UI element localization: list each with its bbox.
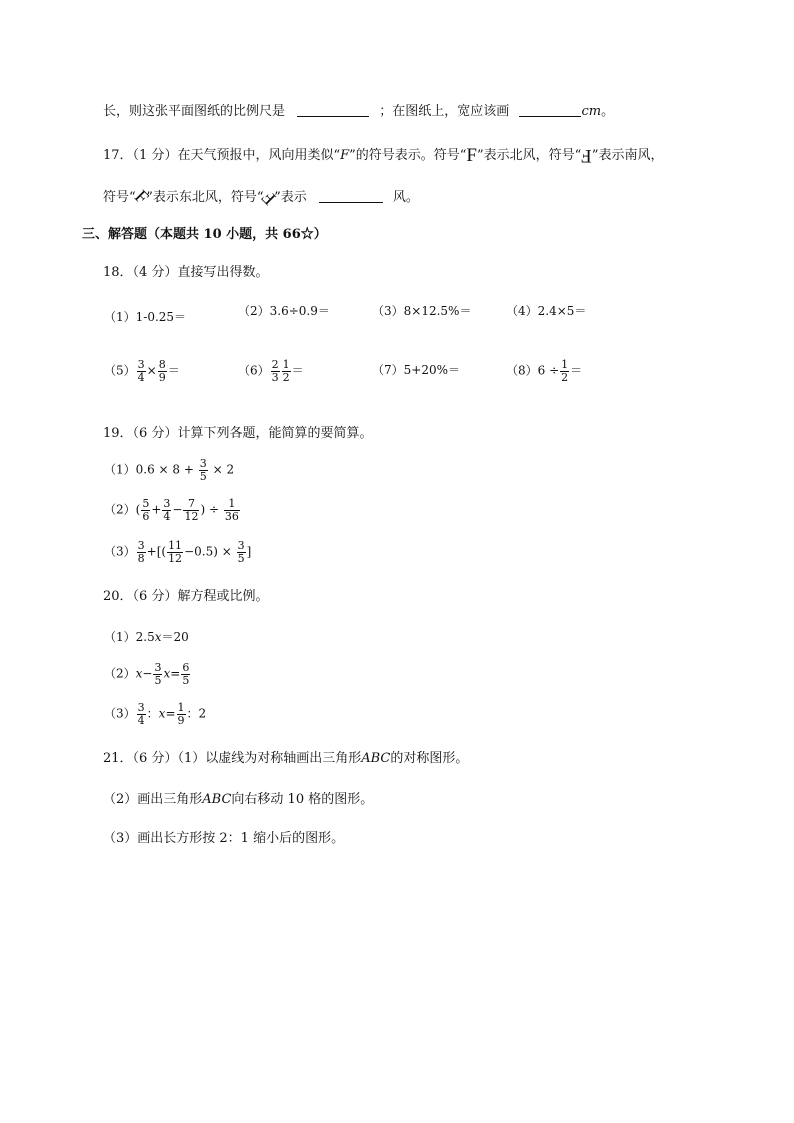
denominator: 3 (271, 370, 279, 384)
denominator: 2 (282, 370, 290, 384)
denominator: 12 (184, 509, 199, 523)
denominator: 5 (199, 469, 207, 483)
q21-line-2 (103, 793, 373, 806)
denominator: 4 (137, 370, 145, 384)
triangle-label: ABC (361, 751, 391, 766)
expression-text: ＝20 (161, 630, 189, 644)
q21-text-1a: 21．（6 分）（1）以虚线为对称轴画出三角形 (103, 751, 362, 766)
fraction (271, 359, 280, 383)
fraction (137, 359, 146, 383)
numerator: 1 (224, 498, 240, 511)
fraction (167, 540, 183, 564)
numerator: 7 (183, 498, 199, 511)
q18-item-6-label: （6） (238, 363, 270, 378)
q17-line-2 (103, 188, 419, 207)
q18-item-1: （1）1-0.25＝ (104, 310, 187, 324)
q20-part-3 (104, 702, 206, 726)
q20-part-1-label: （1）2.5 (104, 630, 155, 644)
numerator: 3 (163, 497, 171, 510)
q21-line-3: （3）画出长方形按 2：1 缩小后的图形。 (103, 831, 345, 846)
q19-part-1 (104, 458, 234, 482)
denominator: 12 (168, 551, 183, 565)
northeast-wind-symbol: F (129, 186, 153, 209)
q18-item-6 (238, 359, 304, 383)
q18-item-4: （4）2.4×5＝ (506, 304, 587, 318)
q19-stem: 19．（6 分）计算下列各题，能简算的要简算。 (103, 426, 373, 441)
equals: = (165, 706, 176, 721)
fraction (153, 662, 162, 686)
numerator: 3 (137, 539, 145, 552)
operator: − (142, 666, 153, 681)
equals: ＝ (291, 363, 304, 378)
numerator: 5 (142, 497, 150, 510)
q16-line (103, 104, 614, 118)
q17-text-2c: ”表示 (274, 190, 307, 205)
q17-text-1b: ”的符号表示。符号“ (349, 148, 467, 163)
numerator: 3 (154, 661, 162, 674)
expression-text: −0.5) × (184, 544, 232, 559)
fraction (560, 359, 569, 383)
numerator: 1 (561, 358, 569, 371)
q17-text-2b: ”表示东北风，符号“ (146, 190, 264, 205)
equals: ＝ (167, 363, 180, 378)
q21-text-2b: 向右移动 10 格的图形。 (231, 792, 374, 807)
numerator: 1 (177, 701, 185, 714)
q18-item-8-label: （8）6 ÷ (506, 363, 560, 378)
section-3-title: 三、解答题（本题共 10 小题，共 66☆） (82, 227, 327, 242)
q20-part-1 (104, 631, 189, 643)
operator: − (172, 502, 183, 517)
fraction (181, 662, 190, 686)
q20-part-2 (104, 662, 191, 686)
fraction (158, 359, 167, 383)
fraction (137, 540, 146, 564)
q20-stem: 20．（6 分）解方程或比例。 (103, 589, 269, 604)
q16-text-2: ；在图纸上，宽应该画 (379, 104, 510, 119)
variable-x: x (158, 706, 166, 721)
q18-item-7: （7）5+20%＝ (372, 363, 460, 377)
q17-text-1d: ”表示南风， (591, 148, 664, 163)
fraction (183, 498, 199, 522)
numerator: 2 (271, 358, 279, 371)
numerator: 1 (282, 358, 290, 371)
q19-part-3 (104, 540, 251, 564)
q17-text-2d: 风。 (392, 190, 419, 205)
operator: × (146, 363, 157, 378)
denominator: 9 (158, 370, 166, 384)
ratio-colon: ： (146, 706, 159, 721)
fraction (199, 458, 208, 482)
q19-part-2-label: （2） (104, 502, 136, 517)
fraction (237, 540, 246, 564)
q21-text-1b: 的对称图形。 (390, 751, 469, 766)
q20-part-2-label: （2） (104, 666, 136, 681)
numerator: 3 (137, 701, 145, 714)
q16-unit: cm (581, 104, 602, 119)
q19-part-2 (104, 498, 241, 522)
fraction (162, 498, 171, 522)
q21-text-2a: （2）画出三角形 (103, 792, 203, 807)
fraction (141, 498, 150, 522)
north-wind-symbol: F (466, 145, 477, 166)
numerator: 6 (182, 661, 190, 674)
triangle-label: ABC (202, 792, 232, 807)
fraction (137, 702, 146, 726)
q18-stem: 18．（4 分）直接写出得数。 (103, 265, 269, 280)
fraction (282, 359, 291, 383)
q17-line-1 (103, 146, 664, 165)
denominator: 5 (237, 551, 245, 565)
variable-x: x (154, 630, 162, 644)
bracket: ] (246, 544, 252, 559)
ratio-colon: ：2 (186, 706, 207, 721)
equals: = (170, 666, 181, 681)
q16-answer-blank-1[interactable] (297, 104, 369, 117)
south-wind-symbol: F (581, 145, 592, 166)
q16-text-1: 长，则这张平面图纸的比例尺是 (103, 104, 286, 119)
denominator: 4 (137, 713, 145, 727)
q18-item-5 (104, 359, 180, 383)
q17-text-1c: ”表示北风，符号“ (477, 148, 582, 163)
q21-line-1 (103, 752, 468, 765)
q18-item-8 (506, 359, 582, 383)
unknown-wind-symbol: F (257, 186, 280, 209)
q19-part-1-label: （1） (104, 462, 136, 477)
numerator: 8 (158, 358, 166, 371)
q16-answer-blank-2[interactable] (519, 104, 581, 117)
numerator: 11 (168, 539, 183, 552)
paren: ) ÷ (200, 502, 220, 517)
q17-text-2a: 符号“ (103, 190, 136, 205)
variable-x: x (135, 666, 143, 681)
denominator: 5 (182, 673, 190, 687)
denominator: 5 (154, 673, 162, 687)
operator: + (151, 502, 162, 517)
denominator: 9 (177, 713, 185, 727)
q18-item-2: （2）3.6÷0.9＝ (238, 304, 330, 318)
denominator: 36 (224, 509, 239, 523)
q18-item-3: （3）8×12.5%＝ (372, 304, 472, 318)
denominator: 2 (561, 370, 569, 384)
q17-f-letter: F (340, 148, 350, 163)
expression-text: × 2 (212, 462, 235, 477)
equals: ＝ (570, 363, 583, 378)
denominator: 8 (137, 551, 145, 565)
q17-answer-blank[interactable] (319, 190, 383, 203)
fraction (177, 702, 186, 726)
q19-part-3-label: （3） (104, 544, 136, 559)
denominator: 4 (163, 509, 171, 523)
q16-end: 。 (601, 104, 615, 119)
fraction (224, 498, 240, 522)
q18-item-5-label: （5） (104, 363, 136, 378)
q20-part-3-label: （3） (104, 706, 136, 721)
q17-text-1a: 17．（1 分）在天气预报中，风向用类似“ (103, 148, 341, 163)
denominator: 6 (142, 509, 150, 523)
paren: ( (135, 502, 141, 517)
expression-text: +[( (146, 544, 167, 559)
numerator: 3 (137, 358, 145, 371)
expression-text: 0.6 × 8 + (135, 462, 194, 477)
numerator: 3 (237, 539, 245, 552)
numerator: 3 (199, 457, 207, 470)
variable-x: x (163, 666, 171, 681)
